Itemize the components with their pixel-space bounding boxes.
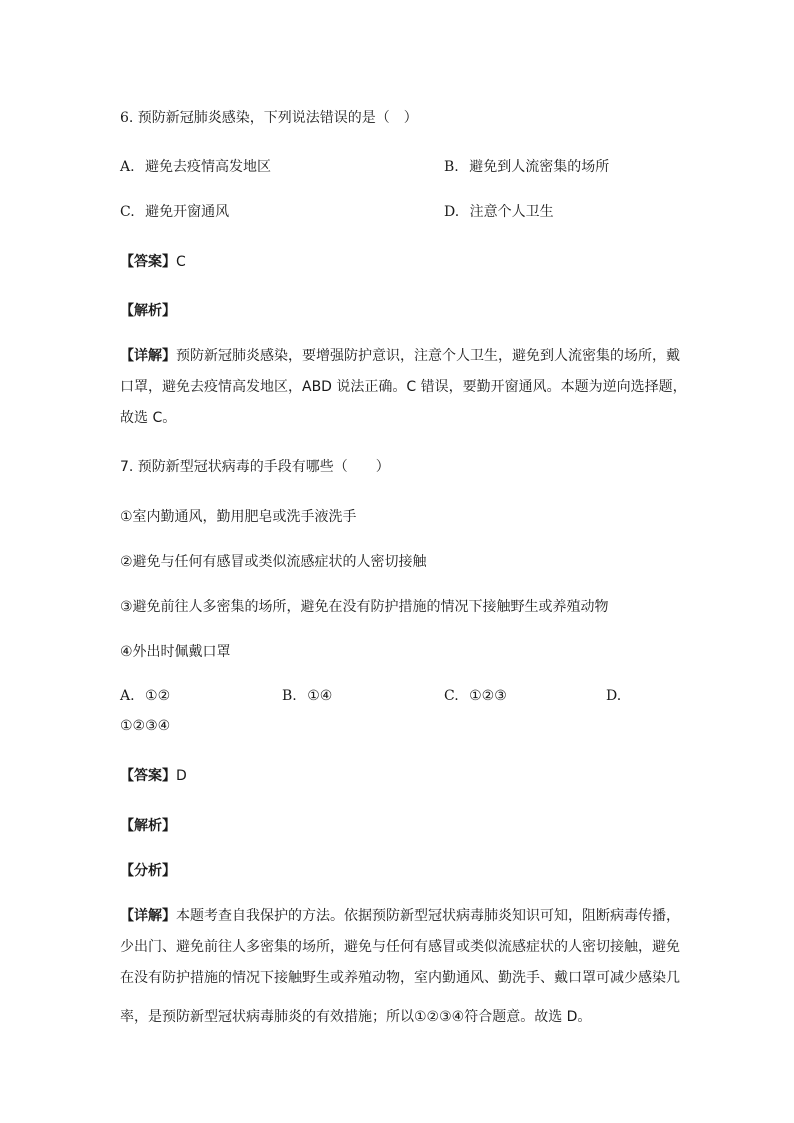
option-letter: C. bbox=[120, 204, 135, 220]
option-text: 避免去疫情高发地区 bbox=[145, 159, 272, 175]
answer-value: D bbox=[176, 768, 187, 784]
q7-option-d-text: ①②③④ bbox=[120, 718, 171, 734]
option-text: 注意个人卫生 bbox=[469, 204, 554, 220]
q7-answer bbox=[120, 766, 187, 786]
detail-tag: 【详解】 bbox=[120, 348, 176, 364]
q7-item-2: ②避免与任何有感冒或类似流感症状的人密切接触 bbox=[120, 554, 427, 570]
detail-tag: 【详解】 bbox=[120, 908, 176, 924]
option-text: 避免到人流密集的场所 bbox=[469, 159, 610, 175]
detail-text: 本题考查自我保护的方法。依据预防新型冠状病毒肺炎知识可知，阻断病毒传播， bbox=[176, 908, 680, 924]
q6-option-a bbox=[120, 157, 271, 177]
q6-answer bbox=[120, 252, 186, 272]
q6-option-c bbox=[120, 202, 229, 222]
q6-detail-line-2: 口罩，避免去疫情高发地区，ABD 说法正确。C 错误，要勤开窗通风。本题为逆向选择题， bbox=[120, 379, 687, 395]
detail-text: 预防新冠肺炎感染，要增强防护意识，注意个人卫生，避免到人流密集的场所，戴 bbox=[176, 348, 680, 364]
q7-detail-line-2: 少出门、避免前往人多密集的场所，避免与任何有感冒或类似流感症状的人密切接触，避免 bbox=[120, 939, 680, 955]
option-letter: D. bbox=[444, 204, 460, 220]
option-letter: B. bbox=[282, 688, 297, 704]
q7-analysis-heading: 【解析】 bbox=[120, 818, 176, 834]
q7-detail-line-4: 率，是预防新型冠状病毒肺炎的有效措施；所以①②③④符合题意。故选 D。 bbox=[120, 1009, 592, 1025]
q7-fenxi-heading: 【分析】 bbox=[120, 863, 176, 879]
option-text: ①④ bbox=[307, 688, 333, 704]
option-letter: C. bbox=[444, 688, 459, 704]
answer-tag: 【答案】 bbox=[120, 254, 176, 270]
answer-tag: 【答案】 bbox=[120, 768, 176, 784]
answer-value: C bbox=[176, 254, 186, 270]
q6-option-b bbox=[444, 157, 609, 177]
question-6-stem: 6. 预防新冠肺炎感染，下列说法错误的是（ ） bbox=[120, 110, 418, 126]
q7-option-d-letter: D. bbox=[606, 688, 622, 704]
option-letter: A. bbox=[120, 688, 135, 704]
q7-detail-line-3: 在没有防护措施的情况下接触野生或养殖动物，室内勤通风、勤洗手、戴口罩可减少感染几 bbox=[120, 970, 680, 986]
q7-item-4: ④外出时佩戴口罩 bbox=[120, 644, 231, 660]
q7-option-c bbox=[444, 686, 507, 706]
option-text: ①②③ bbox=[469, 688, 507, 704]
q7-option-b bbox=[282, 686, 332, 706]
option-letter: B. bbox=[444, 159, 459, 175]
q6-detail-line-3: 故选 C。 bbox=[120, 410, 177, 426]
q7-detail-line-1 bbox=[120, 906, 680, 926]
q6-detail-line-1 bbox=[120, 346, 680, 366]
option-letter: A. bbox=[120, 159, 135, 175]
q6-analysis-heading: 【解析】 bbox=[120, 303, 176, 319]
q7-item-1: ①室内勤通风，勤用肥皂或洗手液洗手 bbox=[120, 509, 357, 525]
question-7-stem: 7. 预防新型冠状病毒的手段有哪些（ ） bbox=[120, 459, 390, 475]
option-text: 避免开窗通风 bbox=[145, 204, 230, 220]
q7-option-a bbox=[120, 686, 170, 706]
option-text: ①② bbox=[145, 688, 171, 704]
q7-item-3: ③避免前往人多密集的场所，避免在没有防护措施的情况下接触野生或养殖动物 bbox=[120, 599, 609, 615]
q6-option-d bbox=[444, 202, 554, 222]
